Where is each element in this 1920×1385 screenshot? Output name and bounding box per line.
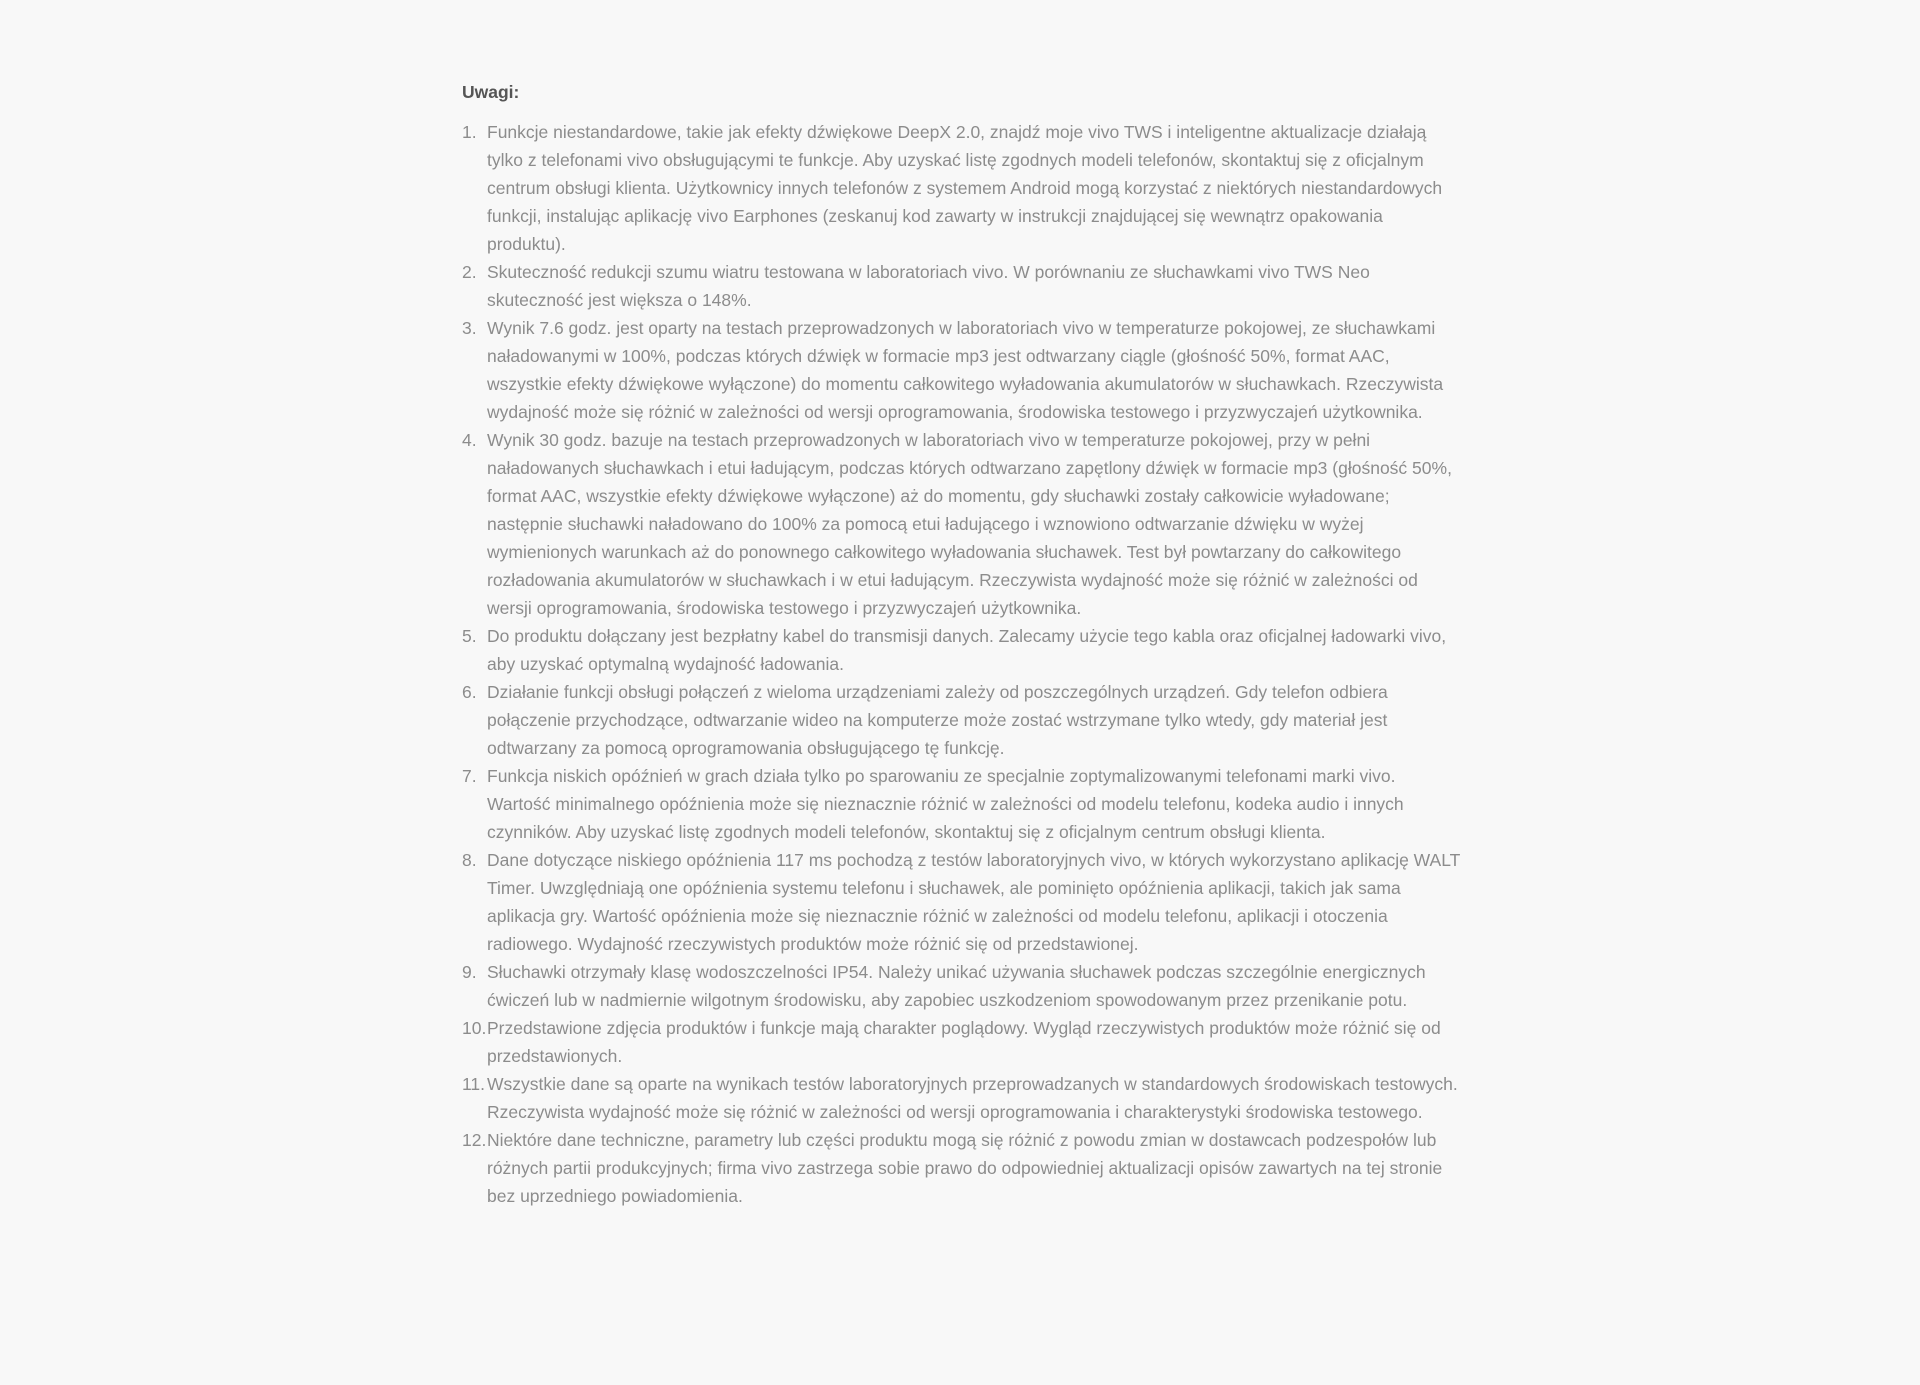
note-text: Dane dotyczące niskiego opóźnienia 117 ms pochodzą z testów laboratoryjnych vivo, w których wykorzystano aplikację WALT Timer. Uwzględniają one opóźnienia systemu telefonu i słuchawek, ale pominięto opóźnienia aplikacji, takich jak sama aplikacja gry. Wartość opóźnienia może się nieznacznie różnić w zależności od modelu telefonu, aplikacji i otoczenia radiowego. Wydajność rzeczywistych produktów może różnić się od przedstawionej. xyxy=(487,850,1461,954)
note-item-4 xyxy=(462,426,1462,622)
note-item-9 xyxy=(462,958,1462,1014)
note-number: 6. xyxy=(462,682,477,702)
note-item-1 xyxy=(462,118,1462,258)
notes-title: Uwagi: xyxy=(462,82,520,102)
note-item-8 xyxy=(462,846,1462,958)
note-item-6 xyxy=(462,678,1462,762)
note-text: Do produktu dołączany jest bezpłatny kabel do transmisji danych. Zalecamy użycie tego kabla oraz oficjalnej ładowarki vivo, aby uzyskać optymalną wydajność ładowania. xyxy=(487,626,1447,674)
note-number: 3. xyxy=(462,318,477,338)
note-item-11 xyxy=(462,1070,1462,1126)
note-number: 1. xyxy=(462,122,477,142)
note-number: 2. xyxy=(462,262,477,282)
note-item-5 xyxy=(462,622,1462,678)
note-item-12 xyxy=(462,1126,1462,1210)
note-number: 7. xyxy=(462,766,477,786)
note-number: 10. xyxy=(462,1018,487,1038)
note-number: 4. xyxy=(462,430,477,450)
note-text: Wszystkie dane są oparte na wynikach testów laboratoryjnych przeprowadzanych w standardowych środowiskach testowych. Rzeczywista wydajność może się różnić w zależności od wersji oprogramowania i charakterystyki środowiska testowego. xyxy=(487,1074,1458,1122)
note-text: Skuteczność redukcji szumu wiatru testowana w laboratoriach vivo. W porównaniu ze słuchawkami vivo TWS Neo skuteczność jest większa o 148%. xyxy=(487,262,1370,310)
notes-list xyxy=(462,118,1462,1210)
note-number: 8. xyxy=(462,850,477,870)
note-text: Funkcja niskich opóźnień w grach działa tylko po sparowaniu ze specjalnie zoptymalizowanymi telefonami marki vivo. Wartość minimalnego opóźnienia może się nieznacznie różnić w zależności od modelu telefonu, kodeka audio i innych czynników. Aby uzyskać listę zgodnych modeli telefonów, skontaktuj się z oficjalnym centrum obsługi klienta. xyxy=(487,766,1404,842)
note-number: 11. xyxy=(462,1074,486,1094)
note-item-2 xyxy=(462,258,1462,314)
note-item-10 xyxy=(462,1014,1462,1070)
note-text: Niektóre dane techniczne, parametry lub części produktu mogą się różnić z powodu zmian w dostawcach podzespołów lub różnych partii produkcyjnych; firma vivo zastrzega sobie prawo do odpowiedniej aktualizacji opisów zawartych na tej stronie bez uprzedniego powiadomienia. xyxy=(487,1130,1443,1206)
note-text: Wynik 30 godz. bazuje na testach przeprowadzonych w laboratoriach vivo w temperaturze pokojowej, przy w pełni naładowanych słuchawkach i etui ładującym, podczas których odtwarzano zapętlony dźwięk w formacie mp3 (głośność 50%, format AAC, wszystkie efekty dźwiękowe wyłączone) aż do momentu, gdy słuchawki zostały całkowicie wyładowane; następnie słuchawki naładowano do 100% za pomocą etui ładującego i wznowiono odtwarzanie dźwięku w wyżej wymienionych warunkach aż do ponownego całkowitego wyładowania słuchawek. Test był powtarzany do całkowitego rozładowania akumulatorów w słuchawkach i w etui ładującym. Rzeczywista wydajność może się różnić w zależności od wersji oprogramowania, środowiska testowego i przyzwyczajeń użytkownika. xyxy=(487,430,1452,618)
note-text: Przedstawione zdjęcia produktów i funkcje mają charakter poglądowy. Wygląd rzeczywistych produktów może różnić się od przedstawionych. xyxy=(487,1018,1441,1066)
note-number: 12. xyxy=(462,1130,487,1150)
note-number: 9. xyxy=(462,962,477,982)
note-number: 5. xyxy=(462,626,477,646)
note-text: Wynik 7.6 godz. jest oparty na testach przeprowadzonych w laboratoriach vivo w temperaturze pokojowej, ze słuchawkami naładowanymi w 100%, podczas których dźwięk w formacie mp3 jest odtwarzany ciągle (głośność 50%, format AAC, wszystkie efekty dźwiękowe wyłączone) do momentu całkowitego wyładowania akumulatorów w słuchawkach. Rzeczywista wydajność może się różnić w zależności od wersji oprogramowania, środowiska testowego i przyzwyczajeń użytkownika. xyxy=(487,318,1444,422)
note-text: Słuchawki otrzymały klasę wodoszczelności IP54. Należy unikać używania słuchawek podczas szczególnie energicznych ćwiczeń lub w nadmiernie wilgotnym środowisku, aby zapobiec uszkodzeniom spowodowanym przez przenikanie potu. xyxy=(487,962,1426,1010)
note-text: Działanie funkcji obsługi połączeń z wieloma urządzeniami zależy od poszczególnych urządzeń. Gdy telefon odbiera połączenie przychodzące, odtwarzanie wideo na komputerze może zostać wstrzymane tylko wtedy, gdy materiał jest odtwarzany za pomocą oprogramowania obsługującego tę funkcję. xyxy=(487,682,1388,758)
notes-section xyxy=(462,78,1462,1210)
note-item-3 xyxy=(462,314,1462,426)
note-item-7 xyxy=(462,762,1462,846)
note-text: Funkcje niestandardowe, takie jak efekty dźwiękowe DeepX 2.0, znajdź moje vivo TWS i inteligentne aktualizacje działają tylko z telefonami vivo obsługującymi te funkcje. Aby uzyskać listę zgodnych modeli telefonów, skontaktuj się z oficjalnym centrum obsługi klienta. Użytkownicy innych telefonów z systemem Android mogą korzystać z niektórych niestandardowych funkcji, instalując aplikację vivo Earphones (zeskanuj kod zawarty w instrukcji znajdującej się wewnątrz opakowania produktu). xyxy=(487,122,1443,254)
